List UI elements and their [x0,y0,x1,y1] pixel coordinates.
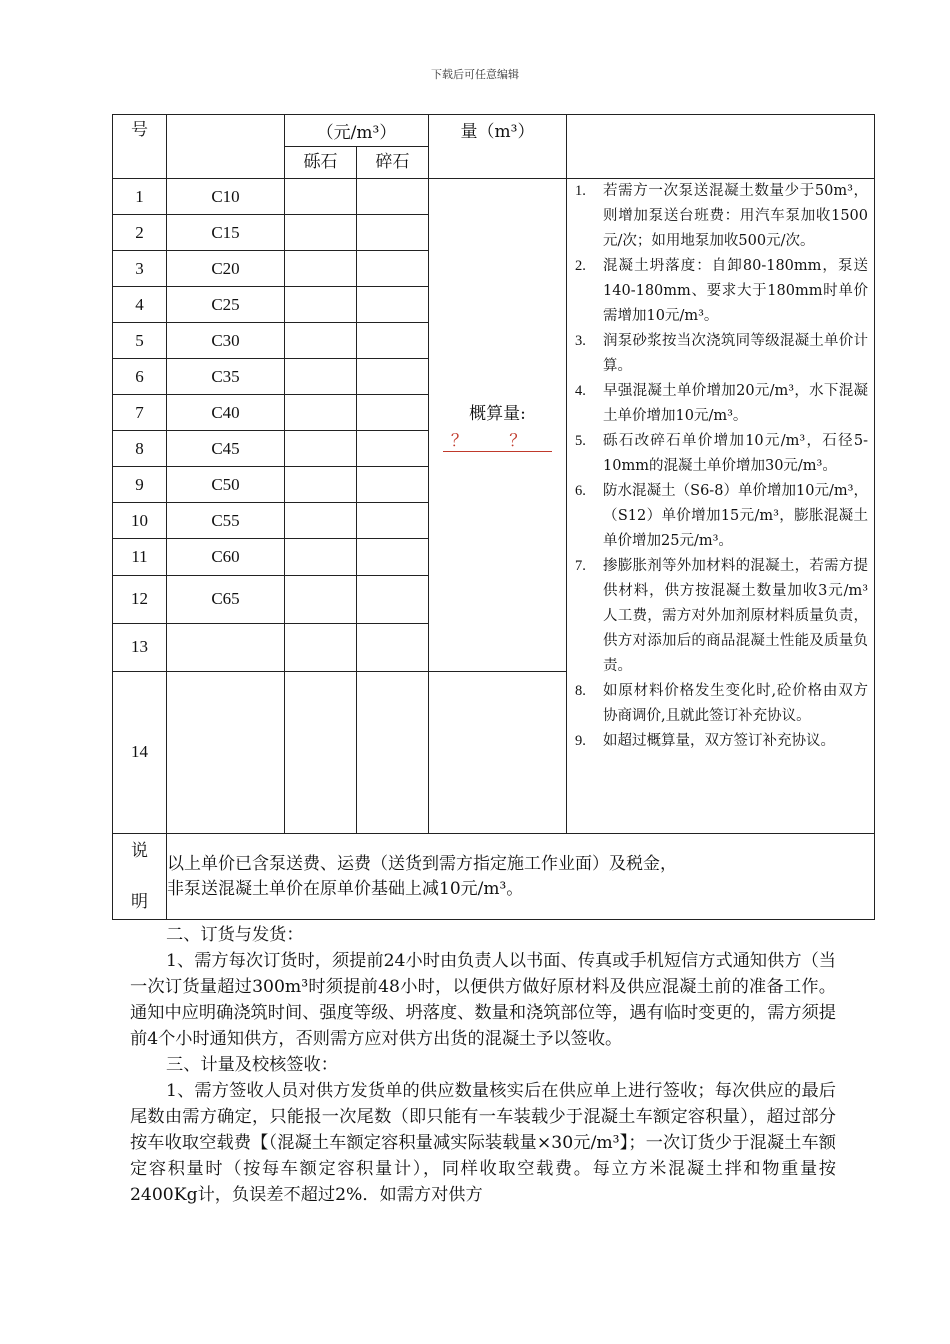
cell-gravel [285,503,357,539]
cell-gravel [285,179,357,215]
section-title: 三、计量及校核签收： [166,1055,338,1075]
row-no: 11 [113,539,167,575]
col-header-qty: 量（m³） [429,115,567,179]
cell-crushed [357,467,429,503]
sub-header-gravel: 砾石 [285,147,357,179]
price-table [112,114,875,920]
cell-gravel [285,215,357,251]
row-no: 8 [113,431,167,467]
note-item: 9. 如超过概算量，双方签订补充协议。 [575,733,836,749]
row-grade: C35 [167,359,285,395]
row-grade: C10 [167,179,285,215]
notes-cell [567,179,875,834]
row-no: 4 [113,287,167,323]
cell-crushed [357,431,429,467]
row-grade: C20 [167,251,285,287]
note-item: 5. 砾石改碎石单价增加10元/m³，石径5-10mm的混凝土单价增加30元/m³。 [575,433,869,474]
col-header-notes [567,115,875,179]
cell-gravel [285,467,357,503]
row-no: 5 [113,323,167,359]
note-item: 2. 混凝土坍落度：自卸80-180mm，泵送140-180mm、要求大于180mm时单价需增加10元/m³。 [575,258,869,324]
row-grade: C60 [167,539,285,575]
remark-line: 非泵送混凝土单价在原单价基础上减10元/m³。 [167,878,524,899]
row-grade [167,671,285,833]
cell-crushed [357,623,429,671]
cell-crushed [357,287,429,323]
body-text [130,922,836,1208]
cell-gravel [285,431,357,467]
cell-crushed [357,575,429,623]
notes-list [575,179,868,754]
note-item: 7. 掺膨胀剂等外加材料的混凝土，若需方提供材料，供方按混凝土数量加收3元/m³人工费，需方对外加剂原材料质量负责，供方对添加后的商品混凝土性能及质量负责。 [575,558,869,674]
row-grade: C50 [167,467,285,503]
col-header-no: 号 [113,115,167,179]
cell-gravel [285,359,357,395]
cell-crushed [357,671,429,833]
cell-crushed [357,323,429,359]
cell-crushed [357,179,429,215]
note-item: 1. 若需方一次泵送混凝土数量少于50m³，则增加泵送台班费：用汽车泵加收1500元/次；如用地泵加收500元/次。 [575,183,869,249]
estimate-value: ？ ？ [443,431,552,452]
paragraph: 1、需方每次订货时，须提前24小时由负责人以书面、传真或手机短信方式通知供方（当一次订货量超过300m³时须提前48小时，以便供方做好原材料及供应混凝土前的准备工作。通知中应明确浇筑时间、强度等级、坍落度、数量和浇筑部位等，遇有临时变更的，需方须提前4个小时通知供方，否则需方应对供方出货的混凝土予以签收。 [130,951,836,1049]
remark-line: 以上单价已含泵送费、运费（送货到需方指定施工作业面）及税金， [167,853,677,874]
row-no: 1 [113,179,167,215]
cell-gravel [285,323,357,359]
row-no: 9 [113,467,167,503]
row-no: 6 [113,359,167,395]
row-grade: C25 [167,287,285,323]
header-note: 下载后可任意编辑 [431,68,519,81]
remark-text [167,834,875,920]
col-header-grade [167,115,285,179]
cell-crushed [357,539,429,575]
row-grade: C15 [167,215,285,251]
estimate-cell [429,179,567,672]
cell-crushed [357,503,429,539]
cell-crushed [357,215,429,251]
row-no: 7 [113,395,167,431]
note-item: 3. 润泵砂浆按当次浇筑同等级混凝土单价计算。 [575,333,869,374]
col-header-price: （元/m³） [285,115,429,147]
row-grade: C40 [167,395,285,431]
section-title: 二、订货与发货： [166,925,304,945]
remark-label: 说 明 [113,834,167,920]
row-no: 13 [113,623,167,671]
row-no: 2 [113,215,167,251]
row-no: 12 [113,575,167,623]
row-no: 14 [113,671,167,833]
cell-gravel [285,671,357,833]
cell-gravel [285,395,357,431]
row-no: 10 [113,503,167,539]
cell-gravel [285,287,357,323]
cell-gravel [285,575,357,623]
row-grade: C30 [167,323,285,359]
cell-qty [429,671,567,833]
note-item: 4. 早强混凝土单价增加20元/m³，水下混凝土单价增加10元/m³。 [575,383,869,424]
row-grade: C55 [167,503,285,539]
row-grade: C65 [167,575,285,623]
estimate-label: 概算量: [469,403,526,424]
cell-gravel [285,251,357,287]
row-grade: C45 [167,431,285,467]
cell-gravel [285,623,357,671]
note-item: 8. 如原材料价格发生变化时,砼价格由双方协商调价,且就此签订补充协议。 [575,683,869,724]
cell-crushed [357,251,429,287]
sub-header-crushed: 碎石 [357,147,429,179]
row-no: 3 [113,251,167,287]
note-item: 6. 防水混凝土（S6-8）单价增加10元/m³，（S12）单价增加15元/m³，膨胀混凝土单价增加25元/m³。 [575,483,869,549]
cell-gravel [285,539,357,575]
cell-crushed [357,359,429,395]
cell-crushed [357,395,429,431]
paragraph: 1、需方签收人员对供方发货单的供应数量核实后在供应单上进行签收；每次供应的最后尾数由需方确定，只能报一次尾数（即只能有一车装载少于混凝土车额定容积量），超过部分按车收取空载费【（混凝土车额定容积量减实际装载量×30元/m³】；一次订货少于混凝土车额定容积量时（按每车额定容积量计），同样收取空载费。每立方米混凝土拌和物重量按2400Kg计，负误差不超过2%．如需方对供方 [130,1081,836,1205]
row-grade [167,623,285,671]
